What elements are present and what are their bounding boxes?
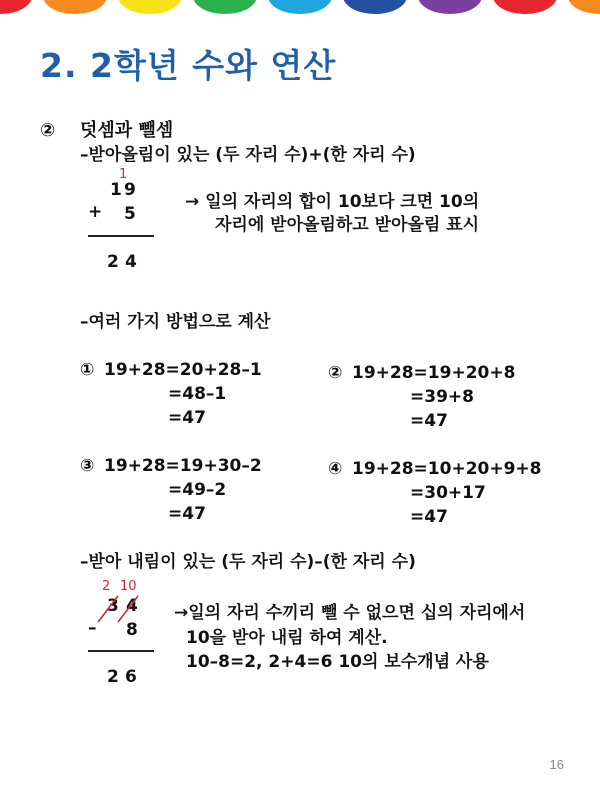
decoration-blob xyxy=(118,0,182,14)
decoration-blob xyxy=(418,0,482,14)
decoration-blob xyxy=(493,0,557,14)
method-1-line1: 19+28=20+28–1 xyxy=(104,360,262,380)
addition-subtitle: –받아올림이 있는 (두 자리 수)+(한 자리 수) xyxy=(80,145,416,165)
method-2-line3: =47 xyxy=(410,411,448,431)
subtraction-result-line xyxy=(88,650,154,652)
method-3-line2: =49–2 xyxy=(168,480,227,500)
addition-note-line1: → 일의 자리의 합이 10보다 크면 10의 xyxy=(185,192,480,212)
addend-bottom-ones: 5 xyxy=(124,204,136,224)
decoration-blob xyxy=(268,0,332,14)
addition-sum-line xyxy=(88,235,154,237)
difference-tens: 2 xyxy=(107,667,119,687)
section-marker: ② xyxy=(40,120,56,141)
methods-subtitle: –여러 가지 방법으로 계산 xyxy=(80,312,271,332)
section-heading: 덧셈과 뺄셈 xyxy=(80,120,174,141)
method-2-line1: 19+28=19+20+8 xyxy=(352,363,516,383)
sum-ones: 4 xyxy=(125,252,137,272)
method-3-line3: =47 xyxy=(168,504,206,524)
page-number: 16 xyxy=(549,757,564,772)
method-2-number: ② xyxy=(328,363,343,383)
subtraction-note-line3: 10–8=2, 2+4=6 10의 보수개념 사용 xyxy=(186,652,489,672)
minuend-ones: 4 xyxy=(126,596,138,616)
decoration-blob xyxy=(0,0,32,14)
subtrahend-ones: 8 xyxy=(126,620,138,640)
method-1-line2: =48–1 xyxy=(168,384,227,404)
method-4-line1: 19+28=10+20+9+8 xyxy=(352,459,542,479)
top-color-decoration xyxy=(0,0,600,14)
addition-note-line2: 자리에 받아올림하고 받아올림 표시 xyxy=(215,215,480,235)
carry-mark: 1 xyxy=(119,167,128,182)
sum-tens: 2 xyxy=(107,252,119,272)
minus-operator: – xyxy=(88,618,97,638)
subtraction-note-line2: 10을 받아 내림 하여 계산. xyxy=(186,628,388,648)
method-1-number: ① xyxy=(80,360,95,380)
decoration-blob xyxy=(193,0,257,14)
method-4-number: ④ xyxy=(328,459,343,479)
addend-top-ones: 9 xyxy=(124,180,136,200)
method-1-line3: =47 xyxy=(168,408,206,428)
decoration-blob xyxy=(343,0,407,14)
method-3-number: ③ xyxy=(80,456,95,476)
difference-ones: 6 xyxy=(125,667,137,687)
minuend-tens: 3 xyxy=(107,596,119,616)
method-3-line1: 19+28=19+30–2 xyxy=(104,456,262,476)
decoration-blob xyxy=(568,0,600,14)
decoration-blob xyxy=(43,0,107,14)
subtraction-note-line1: →일의 자리 수끼리 뺄 수 없으면 십의 자리에서 xyxy=(174,603,526,623)
method-4-line2: =30+17 xyxy=(410,483,486,503)
page-title: 2. 2학년 수와 연산 xyxy=(40,46,337,85)
method-4-line3: =47 xyxy=(410,507,448,527)
borrow-mark-ones: 10 xyxy=(120,579,137,594)
borrow-strike-marks xyxy=(96,590,146,624)
borrow-mark-tens: 2 xyxy=(102,579,111,594)
plus-operator: + xyxy=(88,202,103,222)
addend-top-tens: 1 xyxy=(110,180,122,200)
method-2-line2: =39+8 xyxy=(410,387,474,407)
subtraction-subtitle: –받아 내림이 있는 (두 자리 수)–(한 자리 수) xyxy=(80,552,416,572)
